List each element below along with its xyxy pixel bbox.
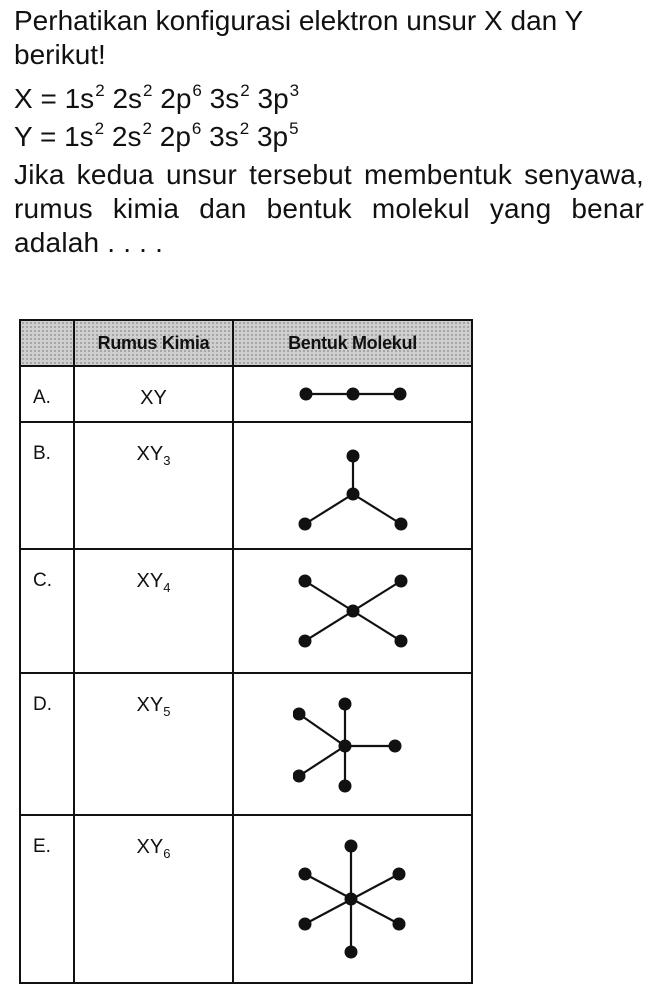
option-label: B. [20, 422, 74, 549]
config-y-term [209, 121, 249, 152]
shape-cell [233, 549, 472, 673]
term-base: 3p [256, 121, 289, 152]
term-exp: 2 [142, 119, 152, 138]
term-base: 2s [112, 83, 143, 114]
formula-sub: 6 [163, 846, 171, 861]
term-base: 2s [111, 121, 142, 152]
table-row [20, 673, 472, 815]
term-exp: 2 [95, 81, 105, 100]
formula-sub: 5 [163, 704, 171, 719]
trigonal-planar-molecule-diagram [293, 438, 413, 534]
option-label: A. [20, 366, 74, 422]
formula-sub: 3 [163, 453, 171, 468]
answer-table [19, 319, 473, 984]
config-y [14, 110, 644, 152]
formula-cell [74, 422, 233, 549]
formula-base: XY [136, 443, 164, 465]
term-base: 1s [64, 121, 94, 152]
term-base: 2p [160, 83, 192, 114]
question-block [14, 4, 644, 260]
table-header-row [20, 320, 472, 366]
term-exp: 5 [289, 119, 299, 138]
config-y-term [112, 121, 152, 152]
config-x-element: X [14, 83, 33, 114]
term-base: 3s [209, 83, 240, 114]
config-x-equals: = [40, 83, 57, 114]
term-exp: 6 [192, 81, 202, 100]
formula-base: XY [136, 694, 164, 716]
table-row [20, 366, 472, 422]
config-y-term [64, 121, 104, 152]
header-shape: Bentuk Molekul [233, 320, 472, 366]
config-y-element: Y [14, 121, 33, 152]
formula-base: XY [136, 570, 164, 592]
tetrahedral-molecule-diagram [293, 571, 413, 651]
shape-cell [233, 673, 472, 815]
term-exp: 2 [240, 81, 250, 100]
table-row [20, 815, 472, 983]
formula-base: XY [136, 836, 164, 858]
term-base: 3p [257, 83, 289, 114]
shape-cell [233, 422, 472, 549]
formula-base: XY [140, 387, 167, 409]
table-row [20, 549, 472, 673]
config-x [14, 72, 644, 114]
config-y-term [160, 121, 202, 152]
formula-cell [74, 549, 233, 673]
formula-cell [74, 366, 233, 422]
trigonal-bipyramidal-molecule-diagram [293, 694, 413, 794]
header-option [20, 320, 74, 366]
term-base: 1s [64, 83, 95, 114]
term-exp: 6 [191, 119, 202, 138]
question-prompt: Jika kedua unsur tersebut membentuk senyawa, rumus kimia dan bentuk molekul yang benar adalah . . . . [14, 159, 644, 258]
linear-molecule-diagram [288, 382, 418, 406]
term-base: 3s [209, 121, 239, 152]
option-label: D. [20, 673, 74, 815]
formula-sub: 4 [163, 580, 171, 595]
header-formula: Rumus Kimia [74, 320, 233, 366]
term-base: 2p [159, 121, 191, 152]
term-exp: 2 [94, 119, 105, 138]
shape-cell [233, 815, 472, 983]
formula-cell [74, 815, 233, 983]
option-label: E. [20, 815, 74, 983]
formula-cell [74, 673, 233, 815]
octahedral-molecule-diagram [293, 836, 413, 962]
term-exp: 2 [143, 81, 153, 100]
term-exp: 2 [239, 119, 250, 138]
option-label: C. [20, 549, 74, 673]
table-row [20, 422, 472, 549]
config-y-term [257, 121, 299, 152]
config-y-equals: = [39, 121, 57, 152]
shape-cell [233, 366, 472, 422]
term-exp: 3 [289, 81, 300, 100]
question-intro: Perhatikan konfigurasi elektron unsur X dan Y berikut! [14, 5, 583, 70]
